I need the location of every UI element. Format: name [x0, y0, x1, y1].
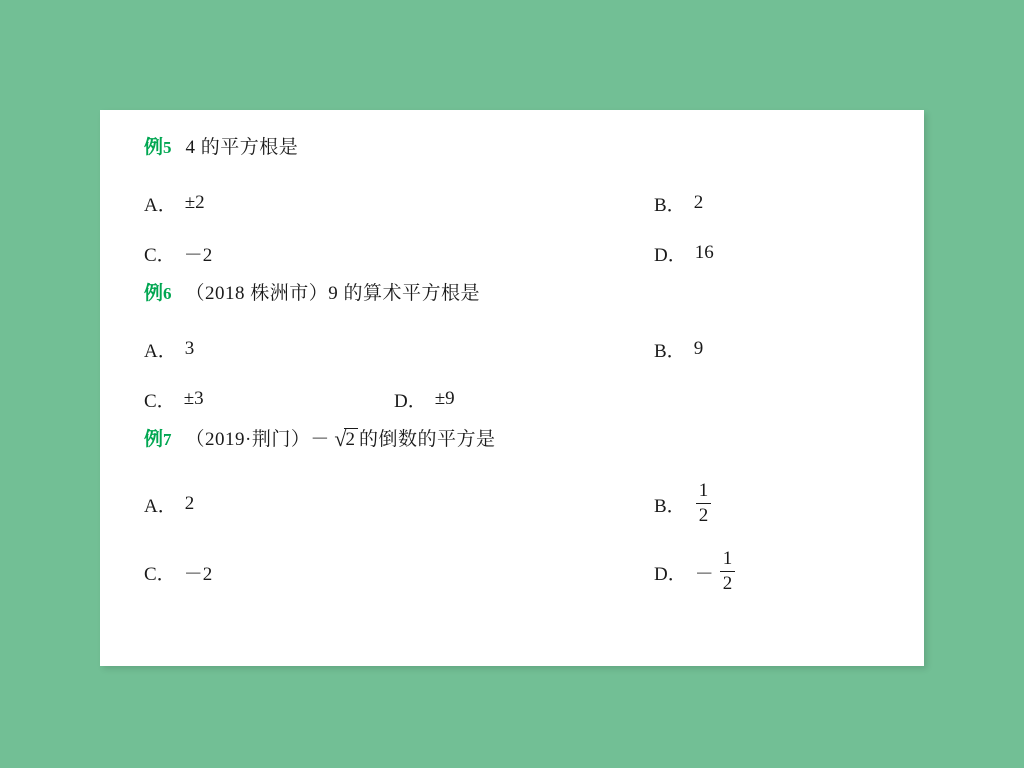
fraction-denominator: 2 — [720, 571, 736, 595]
option-a-value: 2 — [184, 493, 195, 514]
problem-7 — [144, 424, 902, 606]
option-d-label: D． — [654, 244, 687, 266]
option-a-value: 3 — [184, 338, 195, 359]
problem-6-label: 例6 — [144, 283, 172, 304]
slide-card — [100, 110, 924, 666]
problem-6-options-row-1 — [144, 324, 902, 374]
option-c-label: C． — [144, 244, 176, 266]
fraction-numerator: 1 — [722, 547, 733, 569]
problem-7-options-row-2 — [144, 538, 902, 606]
option-d-label: D． — [654, 563, 687, 585]
option-c-value: －2 — [183, 244, 213, 266]
option-a-value: ±2 — [184, 192, 205, 213]
option-d-fraction — [720, 548, 736, 595]
problem-6-stem-text: （2018 株洲市）9 的算术平方根是 — [185, 283, 481, 304]
option-c-label: C． — [144, 563, 176, 585]
option-d-value: 16 — [694, 242, 714, 263]
fraction-numerator: 1 — [698, 479, 709, 501]
problem-7-options-row-1 — [144, 470, 902, 538]
problem-7-stem — [144, 424, 902, 470]
option-b-label: B． — [654, 495, 686, 517]
option-a-label: A． — [144, 495, 177, 517]
option-c[interactable] — [144, 386, 394, 413]
slide-content — [144, 132, 902, 648]
radical-icon: √ — [334, 426, 347, 451]
option-b-label: B． — [654, 340, 686, 362]
option-b-label: B． — [654, 194, 686, 216]
option-a[interactable] — [144, 336, 654, 363]
option-c[interactable] — [144, 559, 654, 586]
option-a-label: A． — [144, 340, 177, 362]
option-c[interactable] — [144, 240, 654, 267]
option-c-value: ±3 — [183, 388, 204, 409]
option-d-value: ±9 — [434, 388, 455, 409]
problem-7-stem-suffix: 的倒数的平方是 — [358, 429, 496, 450]
option-b-value: 2 — [693, 192, 704, 213]
option-c-value: －2 — [183, 563, 213, 585]
option-b-value: 9 — [693, 338, 704, 359]
option-b-fraction — [696, 480, 712, 527]
option-d[interactable] — [654, 240, 714, 267]
problem-6-stem — [144, 278, 902, 324]
option-b[interactable] — [654, 190, 703, 217]
problem-6 — [144, 278, 902, 424]
fraction-denominator: 2 — [696, 503, 712, 527]
radicand: 2 — [344, 428, 358, 451]
problem-6-options-row-2 — [144, 374, 902, 424]
problem-7-stem-prefix: （2019·荆门） — [185, 429, 311, 450]
option-d[interactable] — [394, 386, 455, 413]
option-c-label: C． — [144, 390, 176, 412]
square-root-expression — [334, 427, 358, 450]
option-a-label: A． — [144, 194, 177, 216]
option-a[interactable] — [144, 491, 654, 518]
option-a[interactable] — [144, 190, 654, 217]
option-b[interactable] — [654, 481, 713, 528]
problem-7-label: 例7 — [144, 429, 172, 450]
option-d-label: D． — [394, 390, 427, 412]
problem-5-label: 例5 — [144, 137, 172, 158]
problem-5-stem — [144, 132, 902, 178]
problem-5-options-row-2 — [144, 228, 902, 278]
option-d-sign: － — [694, 563, 714, 585]
problem-5-stem-text: 4 的平方根是 — [185, 137, 299, 158]
problem-5-options-row-1 — [144, 178, 902, 228]
option-b[interactable] — [654, 336, 703, 363]
problem-5 — [144, 132, 902, 278]
minus-sign: － — [310, 429, 330, 450]
option-d[interactable] — [654, 549, 737, 596]
